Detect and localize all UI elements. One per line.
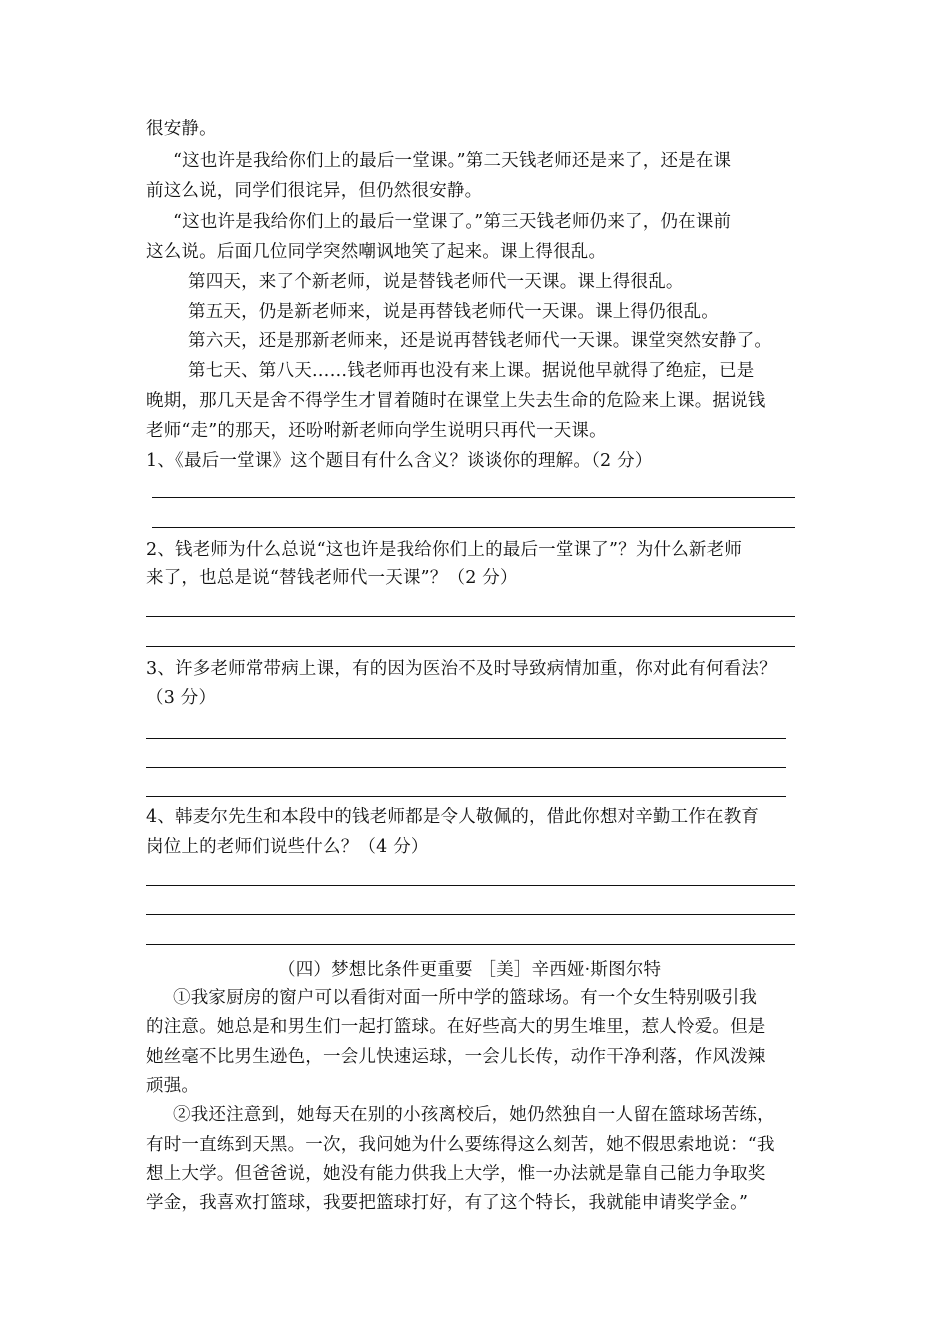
question-1: 1、《最后一堂课》这个题目有什么含义？谈谈你的理解。（2 分）	[146, 451, 653, 471]
passage-line: 晚期，那几天是舍不得学生才冒着随时在课堂上失去生命的危险来上课。据说钱	[146, 391, 766, 411]
answer-line[interactable]	[146, 767, 786, 768]
answer-line[interactable]	[146, 796, 786, 797]
question-2-line-2: 来了，也总是说“替钱老师代一天课”？（2 分）	[146, 568, 518, 588]
passage-line: 这么说。后面几位同学突然嘲讽地笑了起来。课上得很乱。	[146, 242, 607, 262]
passage-line: 第五天，仍是新老师来，说是再替钱老师代一天课。课上得仍很乱。	[188, 302, 719, 322]
passage-line: 顽强。	[146, 1076, 200, 1096]
passage-line: 第四天，来了个新老师，说是替钱老师代一天课。课上得很乱。	[188, 272, 684, 292]
passage-line: “这也许是我给你们上的最后一堂课。”第二天钱老师还是来了，还是在课	[173, 151, 732, 171]
answer-line[interactable]	[152, 527, 795, 528]
answer-line[interactable]	[146, 738, 786, 739]
passage-line: 老师“走”的那天，还吩咐新老师向学生说明只再代一天课。	[146, 421, 607, 441]
question-3-line-2: （3 分）	[146, 688, 217, 708]
passage-line: 的注意。她总是和男生们一起打篮球。在好些高大的男生堆里，惹人怜爱。但是	[146, 1017, 766, 1037]
passage-line: 她丝毫不比男生逊色，一会儿快速运球，一会儿长传，动作干净利落，作风泼辣	[146, 1047, 766, 1067]
passage-line: “这也许是我给你们上的最后一堂课了。”第三天钱老师仍来了，仍在课前	[173, 212, 732, 232]
answer-line[interactable]	[146, 885, 795, 886]
passage-line: 第六天，还是那新老师来，还是说再替钱老师代一天课。课堂突然安静了。	[188, 331, 773, 351]
answer-line[interactable]	[146, 944, 795, 945]
passage-line: 想上大学。但爸爸说，她没有能力供我上大学，惟一办法就是靠自己能力争取奖	[146, 1164, 766, 1184]
passage-line: ①我家厨房的窗户可以看街对面一所中学的篮球场。有一个女生特别吸引我	[173, 988, 758, 1008]
passage-line: 前这么说，同学们很诧异，但仍然很安静。	[146, 181, 483, 201]
question-2-line-1: 2、钱老师为什么总说“这也许是我给你们上的最后一堂课了”？为什么新老师	[146, 540, 743, 560]
passage-line: 第七天、第八天……钱老师再也没有来上课。据说他早就得了绝症，已是	[188, 361, 755, 381]
answer-line[interactable]	[146, 616, 795, 617]
answer-line[interactable]	[152, 497, 795, 498]
answer-line[interactable]	[146, 914, 795, 915]
passage-line: 很安静。	[146, 119, 217, 139]
passage-line: ②我还注意到，她每天在别的小孩离校后，她仍然独自一人留在篮球场苦练，	[173, 1105, 775, 1125]
question-4-line-2: 岗位上的老师们说些什么？（4 分）	[146, 837, 429, 857]
section-title: （四）梦想比条件更重要 ［美］辛西娅·斯图尔特	[278, 960, 662, 980]
question-4-line-1: 4、韩麦尔先生和本段中的钱老师都是令人敬佩的，借此你想对辛勤工作在教育	[146, 807, 760, 827]
question-3-line-1: 3、许多老师常带病上课，有的因为医治不及时导致病情加重，你对此有何看法？	[146, 659, 777, 679]
passage-line: 有时一直练到天黑。一次，我问她为什么要练得这么刻苦，她不假思索地说：“我	[146, 1135, 775, 1155]
answer-line[interactable]	[146, 646, 795, 647]
passage-line: 学金，我喜欢打篮球，我要把篮球打好，有了这个特长，我就能申请奖学金。”	[146, 1193, 749, 1213]
